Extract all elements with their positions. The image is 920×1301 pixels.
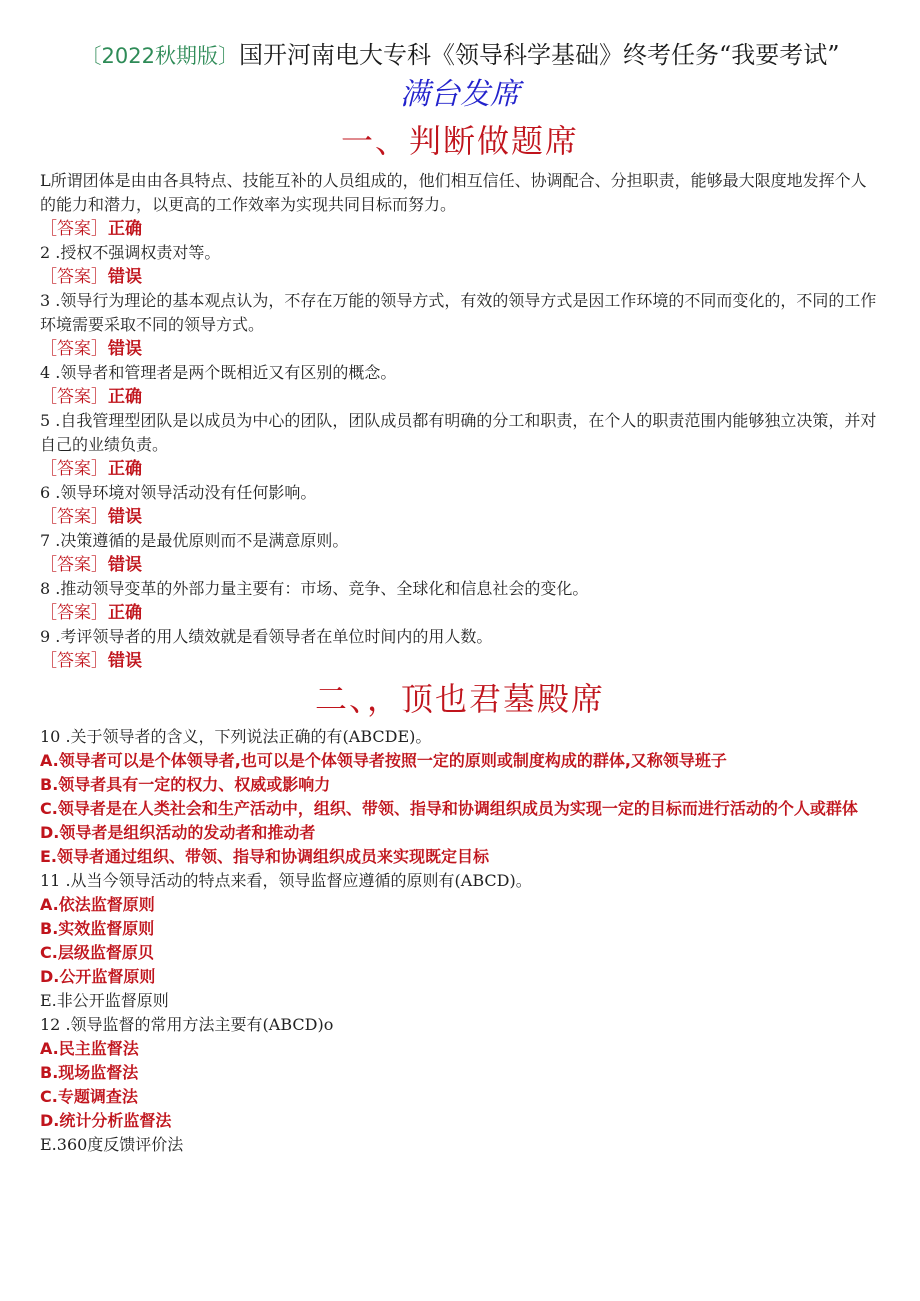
- answer-value: 正确: [108, 603, 142, 623]
- section-heading-judgement: 一、判断做题席: [340, 122, 579, 160]
- answer-label: ［答案］: [40, 219, 108, 239]
- section-heading-multiple-choice: 二、，顶也君墓殿席: [314, 680, 605, 718]
- edition-tag: 〔2022秋期版〕: [80, 44, 239, 68]
- question-text: 11 .从当今领导活动的特点来看，领导监督应遵循的原则有(ABCD)。: [40, 871, 532, 890]
- answer-line: [40, 649, 880, 673]
- document-subtitle: 满台发席: [400, 77, 520, 112]
- question-text: 4 .领导者和管理者是两个既相近又有区别的概念。: [40, 363, 397, 382]
- correct-option: A.依法监督原则: [40, 895, 155, 914]
- correct-option: C.专题调查法: [40, 1087, 138, 1106]
- answer-line: [40, 217, 880, 241]
- question-text: 2 .授权不强调权责对等。: [40, 243, 221, 262]
- answer-label: ［答案］: [40, 339, 108, 359]
- document-title: [40, 38, 880, 73]
- correct-option: B.领导者具有一定的权力、权威或影响力: [40, 775, 331, 794]
- question-text: L所谓团体是由由各具特点、技能互补的人员组成的，他们相互信任、协调配合、分担职责，能够最大限度地发挥个人的能力和潜力，以更高的工作效率为实现共同目标而努力。: [40, 171, 867, 214]
- answer-label: ［答案］: [40, 387, 108, 407]
- correct-option: A.民主监督法: [40, 1039, 139, 1058]
- option: E.360度反馈评价法: [40, 1135, 184, 1154]
- question-text: 8 .推动领导变革的外部力量主要有：市场、竞争、全球化和信息社会的变化。: [40, 579, 589, 598]
- answer-value: 正确: [108, 219, 142, 239]
- correct-option: A.领导者可以是个体领导者,也可以是个体领导者按照一定的原则或制度构成的群体,又称领导班子: [40, 751, 727, 770]
- answer-value: 正确: [108, 387, 142, 407]
- question-text: 5 .自我管理型团队是以成员为中心的团队，团队成员都有明确的分工和职责，在个人的职责范围内能够独立决策，并对自己的业绩负责。: [40, 411, 877, 454]
- question-text: 7 .决策遵循的是最优原则而不是满意原则。: [40, 531, 349, 550]
- correct-option: C.领导者是在人类社会和生产活动中，组织、带领、指导和协调组织成员为实现一定的目标而进行活动的个人或群体: [40, 799, 858, 818]
- answer-line: [40, 385, 880, 409]
- answer-label: ［答案］: [40, 459, 108, 479]
- correct-option: D.公开监督原则: [40, 967, 156, 986]
- question-text: 3 .领导行为理论的基本观点认为，不存在万能的领导方式，有效的领导方式是因工作环境的不同而变化的，不同的工作环境需要采取不同的领导方式。: [40, 291, 877, 334]
- answer-line: [40, 505, 880, 529]
- answer-label: ［答案］: [40, 267, 108, 287]
- answer-line: [40, 553, 880, 577]
- answer-line: [40, 457, 880, 481]
- answer-line: [40, 337, 880, 361]
- judgement-question-list: [40, 169, 880, 673]
- answer-value: 错误: [108, 651, 142, 671]
- answer-line: [40, 265, 880, 289]
- correct-option: B.实效监督原则: [40, 919, 155, 938]
- correct-option: E.领导者通过组织、带领、指导和协调组织成员来实现既定目标: [40, 847, 490, 866]
- question-text: 12 .领导监督的常用方法主要有(ABCD)o: [40, 1015, 334, 1034]
- question-text: 6 .领导环境对领导活动没有任何影响。: [40, 483, 317, 502]
- answer-value: 错误: [108, 507, 142, 527]
- answer-line: [40, 601, 880, 625]
- answer-value: 错误: [108, 339, 142, 359]
- question-text: 10 .关于领导者的含义，下列说法正确的有(ABCDE)。: [40, 727, 432, 746]
- question-text: 9 .考评领导者的用人绩效就是看领导者在单位时间内的用人数。: [40, 627, 493, 646]
- answer-label: ［答案］: [40, 603, 108, 623]
- correct-option: B.现场监督法: [40, 1063, 139, 1082]
- correct-option: D.领导者是组织活动的发动者和推动者: [40, 823, 316, 842]
- answer-value: 正确: [108, 459, 142, 479]
- title-text: 国开河南电大专科《领导科学基础》终考任务“我要考试”: [238, 41, 840, 69]
- multiple-choice-question-list: [40, 725, 880, 1157]
- answer-value: 错误: [108, 267, 142, 287]
- answer-label: ［答案］: [40, 507, 108, 527]
- answer-label: ［答案］: [40, 555, 108, 575]
- answer-label: ［答案］: [40, 651, 108, 671]
- correct-option: C.层级监督原贝: [40, 943, 154, 962]
- correct-option: D.统计分析监督法: [40, 1111, 172, 1130]
- answer-value: 错误: [108, 555, 142, 575]
- option: E.非公开监督原则: [40, 991, 169, 1010]
